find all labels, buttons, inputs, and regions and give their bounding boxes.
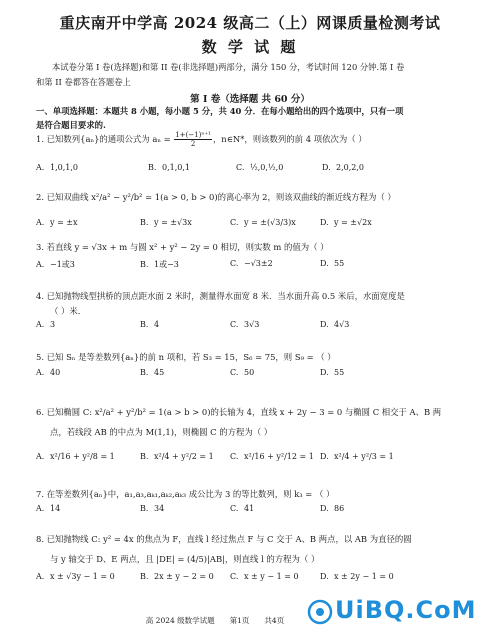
- question-1-options: [36, 163, 476, 179]
- question-1-fraction-numerator: 1+(−1)ⁿ⁺¹: [175, 131, 211, 139]
- question-7-option-b[interactable]: B. 34: [140, 504, 165, 513]
- question-6-options: [36, 452, 476, 468]
- question-4-stem-line-1: 4. 已知抛物线型拱桥的顶点距水面 2 米时，测量得水面宽 8 米．当水面升高 0.5 米后，水面宽度是: [36, 291, 405, 301]
- question-5-options: [36, 368, 476, 384]
- instruction-line-2: 是符合题目要求的.: [36, 120, 106, 130]
- question-4-options: [36, 320, 476, 336]
- question-2-option-a[interactable]: A. y = ±x: [36, 218, 78, 227]
- question-7-options: [36, 504, 476, 520]
- question-2-option-b[interactable]: B. y = ±√3x: [140, 218, 192, 227]
- question-6-option-b[interactable]: B. x²/4 + y²/2 = 1: [140, 452, 214, 461]
- question-1-stem-b: ，n∈N*，则该数列的前 4 项依次为（ ）: [212, 134, 367, 144]
- question-3-option-b[interactable]: B. 1或−3: [140, 260, 179, 269]
- question-1-option-d[interactable]: D. 2,0,2,0: [322, 163, 364, 172]
- exam-subject-title: 数 学 试 题: [201, 38, 299, 56]
- question-7-stem: 7. 在等差数列{aₙ}中，a₁,a₃,aₖ₁,aₖ₂,aₖ₃ 成公比为 3 的等比数列，则 k₃ = （ ）: [36, 489, 335, 499]
- question-4-option-b[interactable]: B. 4: [140, 320, 160, 329]
- question-1-stem-a: 1. 已知数列{aₙ}的通项公式为 aₙ =: [36, 134, 174, 144]
- question-2-option-c[interactable]: C. y = ±(√3/3)x: [230, 218, 296, 227]
- question-4-option-a[interactable]: A. 3: [36, 320, 56, 329]
- question-7-option-c[interactable]: C. 41: [230, 504, 255, 513]
- question-6-option-d[interactable]: D. x²/4 + y²/3 = 1: [320, 452, 394, 461]
- question-3-option-c[interactable]: C. −√3±2: [230, 259, 273, 268]
- question-2-option-d[interactable]: D. y = ±√2x: [320, 218, 372, 227]
- question-5-option-c[interactable]: C. 50: [230, 368, 255, 377]
- question-3: [36, 240, 476, 254]
- question-3-stem: 3. 若直线 y = √3x + m 与圆 x² + y² − 2y = 0 相切，则实数 m 的值为（ ）: [36, 242, 329, 252]
- question-8-options: [36, 572, 476, 588]
- question-6-stem-line-1: 6. 已知椭圆 C: x²/a² + y²/b² = 1(a > b > 0)的长轴为 4，直线 x + 2y − 3 = 0 与椭圆 C 相交于 A、B 两: [36, 407, 442, 417]
- question-3-option-a[interactable]: A. −1或3: [36, 260, 75, 269]
- question-8-option-d[interactable]: D. x ± 2y − 1 = 0: [320, 572, 394, 581]
- instruction-line-1: 一、单项选择题：本题共 8 小题，每小题 5 分，共 40 分．在每小题给出的四个选项中，只有一项: [36, 106, 404, 116]
- question-4: [36, 289, 476, 318]
- watermark-logo-icon: [307, 599, 333, 625]
- question-7: [36, 487, 476, 501]
- question-5-option-a[interactable]: A. 40: [36, 368, 61, 377]
- exam-school-title: 重庆南开中学高 2024 级高二（上）网课质量检测考试: [59, 14, 441, 32]
- question-8-stem-line-2: 与 y 轴交于 D、E 两点，且 |DE| = (4/5)|AB|，则直线 l 的方程为（ ）: [50, 554, 320, 564]
- question-8-stem-line-1: 8. 已知抛物线 C: y² = 4x 的焦点为 F，直线 l 经过焦点 F 与 C 交于 A、B 两点，以 AB 为直径的圆: [36, 534, 412, 544]
- question-6: [36, 405, 476, 439]
- section-title: 第 I 卷（选择题 共 60 分）: [190, 94, 310, 105]
- question-1-option-b[interactable]: B. 0,1,0,1: [148, 163, 190, 172]
- question-4-option-d[interactable]: D. 4√3: [320, 320, 350, 329]
- question-4-stem-line-2: （ ）米.: [50, 306, 81, 316]
- question-8-option-c[interactable]: C. x ± y − 1 = 0: [230, 572, 299, 581]
- page-footer: 高 2024 级数学试题 第1页 共4页: [145, 616, 285, 625]
- question-3-options: [36, 259, 476, 275]
- question-7-option-a[interactable]: A. 14: [36, 504, 61, 513]
- question-2-options: [36, 218, 476, 234]
- question-1-option-c[interactable]: C. ½,0,½,0: [236, 163, 284, 172]
- exam-intro: [36, 60, 476, 90]
- question-5-stem: 5. 已知 Sₙ 是等差数列{aₙ}的前 n 项和，若 S₃ = 15，S₆ = 75，则 S₉ = （ ）: [36, 352, 336, 362]
- question-6-option-a[interactable]: A. x²/16 + y²/8 = 1: [36, 452, 115, 461]
- intro-line-1: 本试卷分第 I 卷(选择题)和第 II 卷(非选择题)两部分，满分 150 分，考试时间 120 分钟.第 I 卷: [52, 62, 405, 72]
- question-1: [36, 131, 476, 148]
- question-7-option-d[interactable]: D. 86: [320, 504, 345, 513]
- section-instructions: [36, 104, 476, 132]
- question-1-fraction: [174, 131, 212, 148]
- question-1-option-a[interactable]: A. 1,0,1,0: [36, 163, 78, 172]
- question-1-fraction-denominator: 2: [190, 140, 196, 148]
- question-8-option-a[interactable]: A. x ± √3y − 1 = 0: [36, 572, 115, 581]
- question-5: [36, 350, 476, 364]
- question-5-option-b[interactable]: B. 45: [140, 368, 165, 377]
- question-3-option-d[interactable]: D. 55: [320, 259, 345, 268]
- question-6-option-c[interactable]: C. x²/16 + y²/12 = 1: [230, 452, 314, 461]
- watermark-text: UiBQ.CoM: [335, 596, 477, 624]
- question-8: [36, 532, 476, 566]
- question-2-stem: 2. 已知双曲线 x²/a² − y²/b² = 1(a > 0, b > 0)的离心率为 2，则该双曲线的渐近线方程为（ ）: [36, 192, 396, 202]
- question-8-option-b[interactable]: B. 2x ± y − 2 = 0: [140, 572, 214, 581]
- question-4-option-c[interactable]: C. 3√3: [230, 320, 260, 329]
- question-5-option-d[interactable]: D. 55: [320, 368, 345, 377]
- question-2: [36, 190, 476, 204]
- question-6-stem-line-2: 点，若线段 AB 的中点为 M(1,1)，则椭圆 C 的方程为（ ）: [50, 427, 273, 437]
- intro-line-2: 和第 II 卷都答在答题卷上: [36, 77, 131, 87]
